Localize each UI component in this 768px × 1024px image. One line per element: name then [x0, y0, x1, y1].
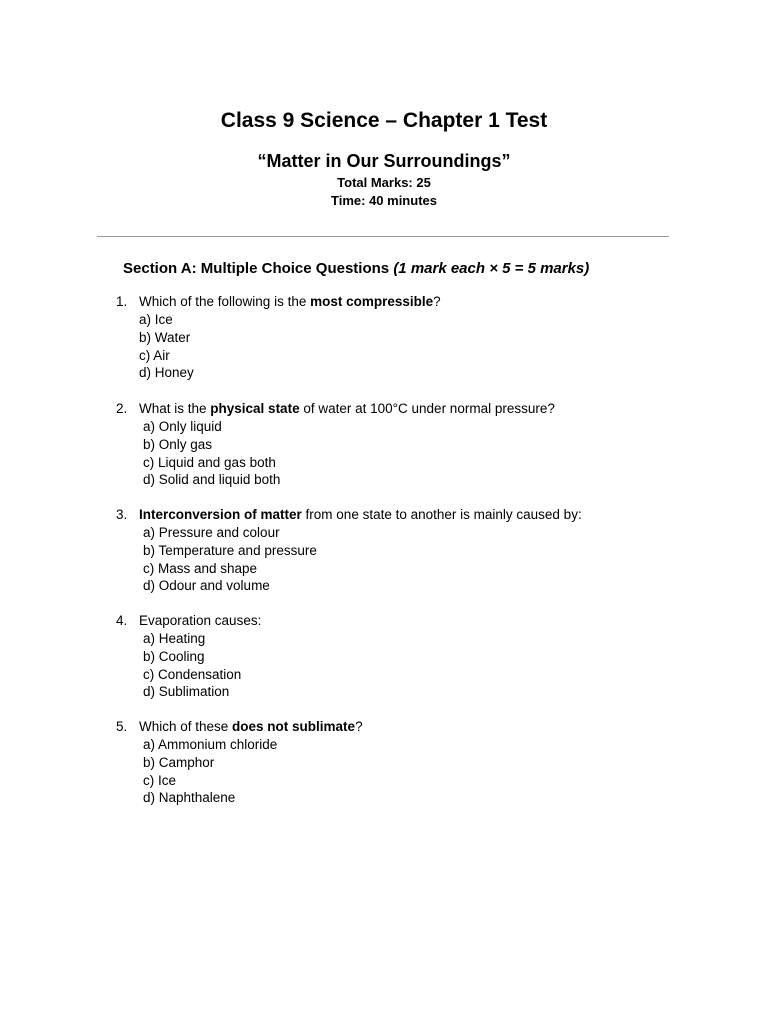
option-a: a) Pressure and colour: [143, 525, 280, 540]
section-a-heading: [123, 258, 589, 280]
question-3: [0, 506, 582, 595]
section-a-marks-note: (1 mark each × 5 = 5 marks): [393, 260, 590, 277]
question-text: What is the physical state of water at 100°C under normal pressure?: [139, 401, 555, 416]
option-a: a) Ammonium chloride: [143, 737, 278, 752]
option-list: [0, 630, 241, 701]
option-list: [0, 311, 194, 382]
option-a: a) Ice: [139, 312, 173, 327]
option-a: a) Heating: [143, 631, 206, 646]
question-number: 3.: [116, 507, 128, 522]
question-5: [0, 718, 363, 807]
option-d: d) Honey: [139, 365, 194, 381]
option-a: a) Only liquid: [143, 419, 222, 434]
option-d: d) Odour and volume: [143, 578, 270, 594]
question-text: Which of the following is the most compressible?: [139, 294, 441, 309]
option-b: b) Temperature and pressure: [143, 542, 317, 558]
question-1: [0, 293, 441, 382]
header-divider: [97, 236, 669, 237]
test-title: Class 9 Science – Chapter 1 Test: [220, 109, 548, 132]
option-list: [0, 418, 280, 489]
question-4: [0, 612, 262, 701]
option-c: c) Ice: [143, 772, 177, 788]
question-number: 4.: [116, 613, 128, 628]
section-a-title: Section A: Multiple Choice Questions: [123, 260, 390, 277]
option-b: b) Only gas: [143, 436, 213, 452]
question-number: 5.: [116, 719, 128, 734]
question-text: Evaporation causes:: [139, 613, 262, 628]
total-marks: Total Marks: 25: [337, 175, 431, 190]
option-c: c) Liquid and gas both: [143, 454, 276, 470]
option-c: c) Air: [139, 347, 170, 363]
option-c: c) Mass and shape: [143, 560, 258, 576]
option-d: d) Sublimation: [143, 684, 230, 700]
question-text: Which of these does not sublimate?: [139, 719, 363, 734]
option-list: [0, 736, 277, 807]
question-text: Interconversion of matter from one state to another is mainly caused by:: [139, 507, 582, 522]
option-b: b) Camphor: [143, 754, 215, 770]
option-b: b) Cooling: [143, 648, 205, 664]
time-limit: Time: 40 minutes: [331, 193, 437, 208]
question-number: 2.: [116, 401, 128, 416]
question-number: 1.: [116, 294, 128, 309]
option-c: c) Condensation: [143, 666, 242, 682]
option-b: b) Water: [139, 329, 191, 345]
question-2: [0, 400, 555, 489]
chapter-subtitle: “Matter in Our Surroundings”: [257, 151, 511, 171]
option-list: [0, 524, 317, 595]
option-d: d) Naphthalene: [143, 790, 236, 806]
option-d: d) Solid and liquid both: [143, 472, 281, 488]
